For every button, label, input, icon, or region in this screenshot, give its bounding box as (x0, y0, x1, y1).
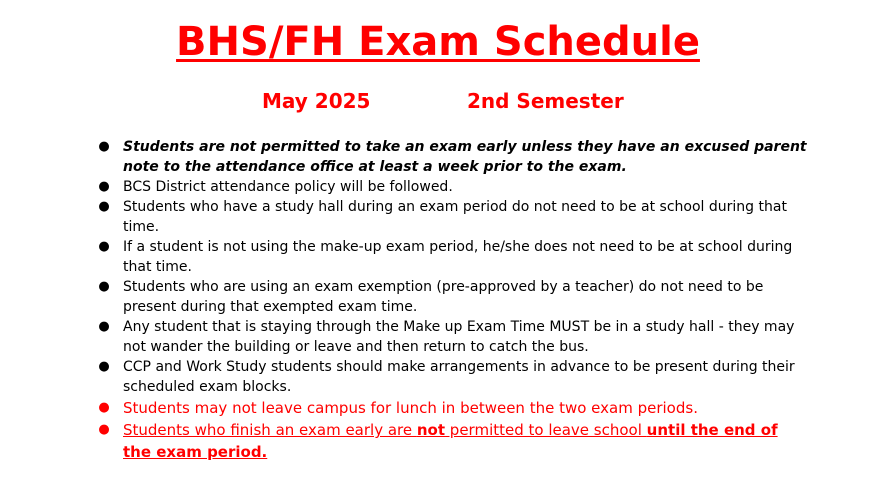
list-item (95, 197, 810, 237)
rule-text (123, 421, 778, 461)
subtitle-semester: 2nd Semester (467, 89, 624, 113)
bullet-icon: ● (98, 359, 110, 374)
rule-text: Students are not permitted to take an exam early unless they have an excused parent note to the attendance office at least a week prior to the exam. (123, 139, 807, 175)
bullet-icon: ● (98, 279, 110, 294)
page-title: BHS/FH Exam Schedule (176, 19, 700, 65)
rules-list (95, 137, 810, 463)
rule-text: Students may not leave campus for lunch in between the two exam periods. (123, 399, 698, 417)
bullet-icon: ● (98, 199, 110, 214)
list-item (95, 317, 810, 357)
rule-text: BCS District attendance policy will be followed. (123, 179, 453, 195)
bullet-icon: ● (98, 400, 110, 415)
rule-text-part: permitted to leave school (445, 421, 647, 439)
bullet-icon: ● (98, 319, 110, 334)
rule-text: CCP and Work Study students should make arrangements in advance to be present during their scheduled exam blocks. (123, 359, 795, 395)
rule-text: Any student that is staying through the Make up Exam Time MUST be in a study hall - they may not wander the building or leave and then return to catch the bus. (123, 319, 795, 355)
rule-text-part: Students who finish an exam early are (123, 421, 417, 439)
rule-text-emphasis: not (416, 421, 446, 439)
list-item (95, 397, 810, 419)
list-item (95, 357, 810, 397)
bullet-icon: ● (98, 422, 110, 437)
bullet-icon: ● (98, 239, 110, 254)
rule-text: Students who are using an exam exemption (pre-approved by a teacher) do not need to be present during that exempted exam time. (123, 279, 764, 315)
rule-text-emphasis: until the end of the exam period. (123, 421, 778, 461)
rule-text: Students who have a study hall during an exam period do not need to be at school during that time. (123, 199, 787, 235)
list-item (95, 419, 810, 463)
bullet-icon: ● (98, 179, 110, 194)
list-item (95, 277, 810, 317)
list-item (95, 177, 810, 197)
list-item (95, 237, 810, 277)
list-item (95, 137, 810, 177)
bullet-icon: ● (98, 139, 110, 154)
rule-text: If a student is not using the make-up exam period, he/she does not need to be at school during that time. (123, 239, 793, 275)
subtitle-month: May 2025 (262, 89, 371, 113)
